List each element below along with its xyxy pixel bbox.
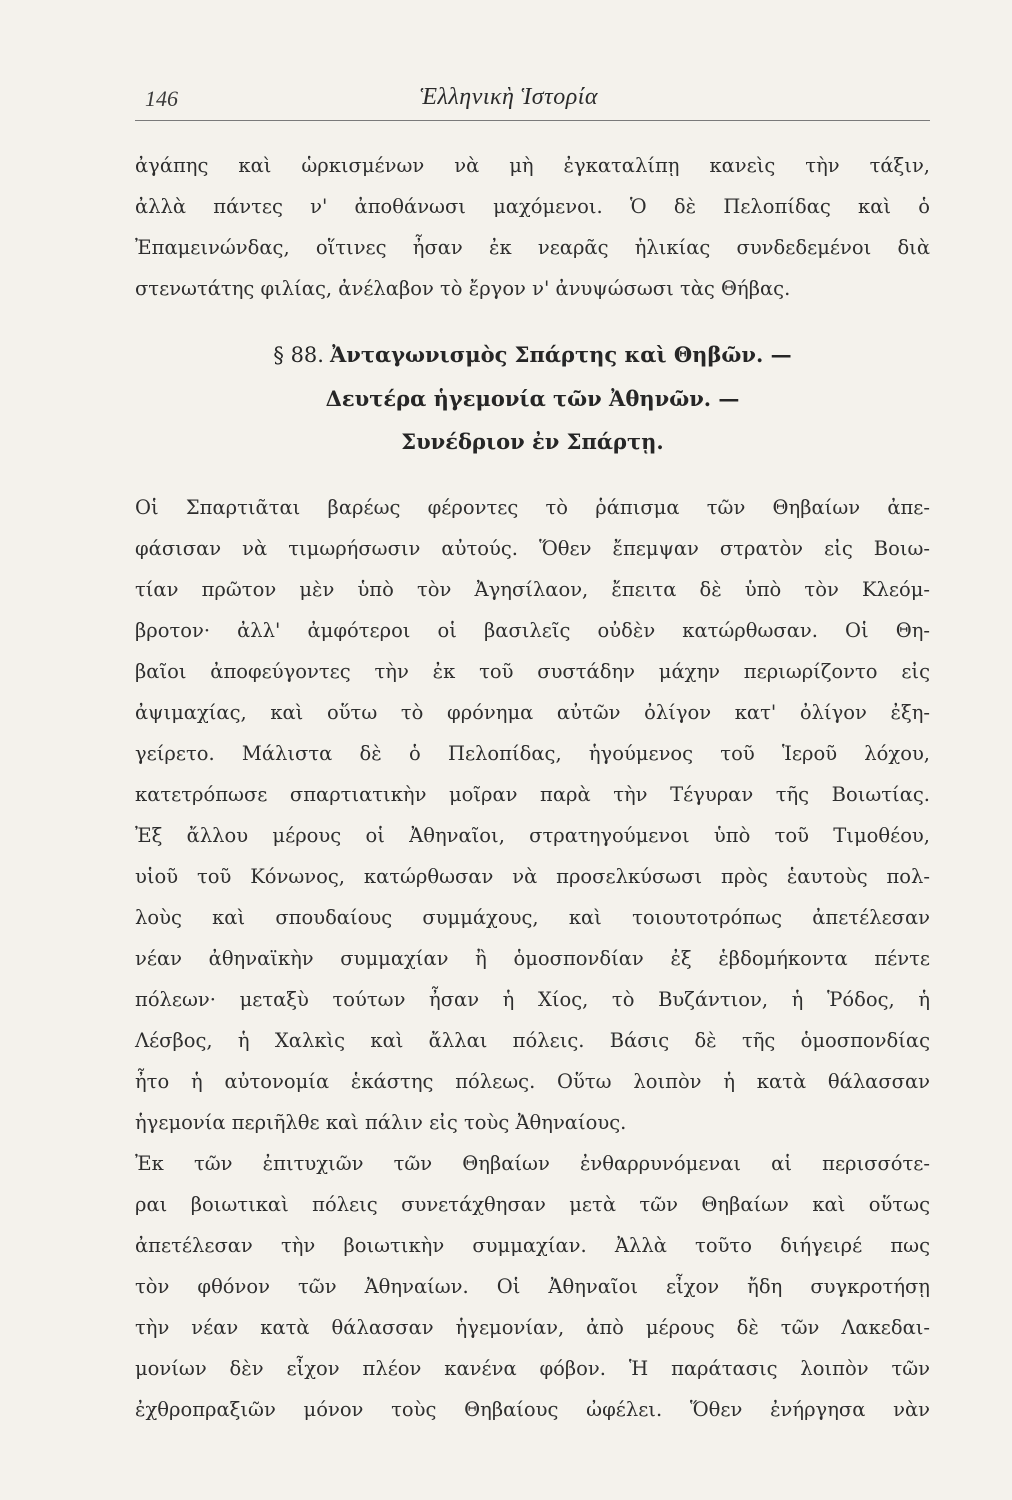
section-heading-text: Ἀνταγωνισμὸς Σπάρτης καὶ Θηβῶν. — xyxy=(329,342,792,367)
text-line: νέαν ἀθηναϊκὴν συμμαχίαν ἢ ὁμοσπονδίαν ἐξ ἑβδομήκοντα πέντε xyxy=(135,947,930,970)
text-line: γείρετο. Μάλιστα δὲ ὁ Πελοπίδας, ἡγούμενος τοῦ Ἱεροῦ λόχου, xyxy=(135,742,930,765)
text-line: μονίων δὲν εἶχον πλέον κανένα φόβον. Ἡ παράτασις λοιπὸν τῶν xyxy=(135,1357,930,1380)
text-line: Οἱ Σπαρτιᾶται βαρέως φέροντες τὸ ῥάπισμα τῶν Θηβαίων ἀπε- xyxy=(135,496,930,519)
page-number: 146 xyxy=(145,86,178,111)
text-line: ἀγάπης καὶ ὡρκισμένων νὰ μὴ ἐγκαταλίπῃ κανεὶς τὴν τάξιν, xyxy=(135,154,930,177)
text-line: λοὺς καὶ σπουδαίους συμμάχους, καὶ τοιουτοτρόπως ἀπετέλεσαν xyxy=(135,906,930,929)
text-line: ἀπετέλεσαν τὴν βοιωτικὴν συμμαχίαν. Ἀλλὰ τοῦτο διήγειρέ πως xyxy=(135,1234,930,1257)
text-line: τὸν φθόνον τῶν Ἀθηναίων. Οἱ Ἀθηναῖοι εἶχον ἤδη συγκροτήσῃ xyxy=(135,1275,930,1298)
text-line: πόλεων· μεταξὺ τούτων ἦσαν ἡ Χίος, τὸ Βυζάντιον, ἡ Ῥόδος, ἡ xyxy=(135,988,930,1011)
page-header xyxy=(135,78,930,120)
section-heading-line-2: Δευτέρα ἡγεμονία τῶν Ἀθηνῶν. — xyxy=(325,386,740,411)
header-rule xyxy=(135,120,930,121)
running-title: Ἑλληνικὴ Ἱστορία xyxy=(420,84,598,110)
section-number: § 88. xyxy=(273,343,324,367)
text-line: Ἐκ τῶν ἐπιτυχιῶν τῶν Θηβαίων ἐνθαρρυνόμεναι αἱ περισσότε- xyxy=(135,1152,930,1175)
text-line: ἡγεμονία περιῆλθε καὶ πάλιν εἰς τοὺς Ἀθηναίους. xyxy=(135,1111,627,1134)
section-heading-line-3: Συνέδριον ἐν Σπάρτῃ. xyxy=(401,429,664,454)
text-line: στενωτάτης φιλίας, ἀνέλαβον τὸ ἔργον ν' ἀνυψώσωσι τὰς Θήβας. xyxy=(135,277,791,300)
text-line: βαῖοι ἀποφεύγοντες τὴν ἐκ τοῦ συστάδην μάχην περιωρίζοντο εἰς xyxy=(135,660,930,683)
text-line: βροτον· ἀλλ' ἀμφότεροι οἱ βασιλεῖς οὐδὲν κατώρθωσαν. Οἱ Θη- xyxy=(135,619,930,642)
text-line: ἦτο ἡ αὐτονομία ἑκάστης πόλεως. Οὕτω λοιπὸν ἡ κατὰ θάλασσαν xyxy=(135,1070,930,1093)
text-line: ἐχθροπραξιῶν μόνον τοὺς Θηβαίους ὠφέλει. Ὅθεν ἐνήργησα νὰν xyxy=(135,1398,930,1421)
text-line: Λέσβος, ἡ Χαλκὶς καὶ ἄλλαι πόλεις. Βάσις δὲ τῆς ὁμοσπονδίας xyxy=(135,1029,930,1052)
text-line: τίαν πρῶτον μὲν ὑπὸ τὸν Ἀγησίλαον, ἔπειτα δὲ ὑπὸ τὸν Κλεόμ- xyxy=(135,578,930,601)
text-line: Ἐπαμεινώνδας, οἵτινες ἦσαν ἐκ νεαρᾶς ἡλικίας συνδεδεμένοι διὰ xyxy=(135,236,930,259)
text-line: Ἐξ ἄλλου μέρους οἱ Ἀθηναῖοι, στρατηγούμενοι ὑπὸ τοῦ Τιμοθέου, xyxy=(135,824,930,847)
text-line: φάσισαν νὰ τιμωρήσωσιν αὐτούς. Ὅθεν ἔπεμψαν στρατὸν εἰς Βοιω- xyxy=(135,537,930,560)
text-line: ἀλλὰ πάντες ν' ἀποθάνωσι μαχόμενοι. Ὁ δὲ Πελοπίδας καὶ ὁ xyxy=(135,195,930,218)
text-line: ἀψιμαχίας, καὶ οὕτω τὸ φρόνημα αὐτῶν ὀλίγον κατ' ὀλίγον ἐξη- xyxy=(135,701,930,724)
section-heading-line-1 xyxy=(135,342,930,368)
text-line: κατετρόπωσε σπαρτιατικὴν μοῖραν παρὰ τὴν Τέγυραν τῆς Βοιωτίας. xyxy=(135,783,930,806)
text-line: υἱοῦ τοῦ Κόνωνος, κατώρθωσαν νὰ προσελκύσωσι πρὸς ἑαυτοὺς πολ- xyxy=(135,865,930,888)
text-line: τὴν νέαν κατὰ θάλασσαν ἡγεμονίαν, ἀπὸ μέρους δὲ τῶν Λακεδαι- xyxy=(135,1316,930,1339)
text-line: ραι βοιωτικαὶ πόλεις συνετάχθησαν μετὰ τῶν Θηβαίων καὶ οὕτως xyxy=(135,1193,930,1216)
